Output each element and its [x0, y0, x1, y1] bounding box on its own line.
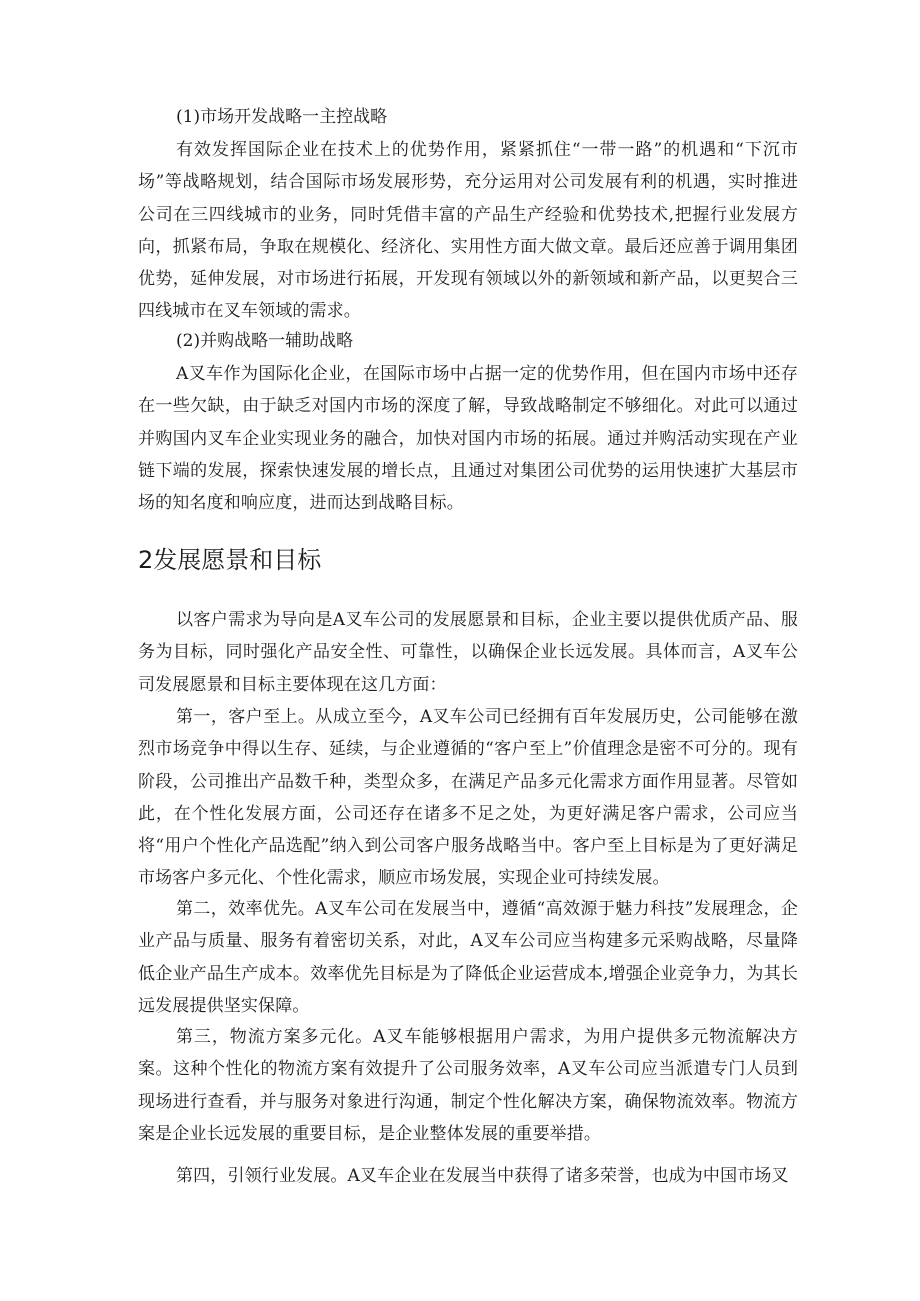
- section-title-vision: 2发展愿景和目标: [138, 546, 322, 574]
- paragraph-second-efficiency: 第二，效率优先。A叉车公司在发展当中，遵循“高效源于魅力科技”发展理念，企业产品与质量、服务有着密切关系，对此，A叉车公司应当构建多元采购战略，尽量降低企业产品生产成本。效率优先目标是为了降低企业运营成本,增强企业竞争力，为其长远发展提供坚实保障。: [138, 899, 798, 1016]
- subheading-merger-strategy: (2)并购战略一辅助战略: [176, 331, 354, 351]
- paragraph-vision-intro: 以客户需求为导向是A叉车公司的发展愿景和目标，企业主要以提供优质产品、服务为目标，同时强化产品安全性、可靠性，以确保企业长远发展。具体而言，A叉车公司发展愿景和目标主要体现在这几方面：: [138, 610, 798, 695]
- paragraph-merger-strategy: A叉车作为国际化企业，在国际市场中占据一定的优势作用，但在国内市场中还存在一些欠缺，由于缺乏对国内市场的深度了解，导致战略制定不够细化。对此可以通过并购国内叉车企业实现业务的融合，加快对国内市场的拓展。通过并购活动实现在产业链下端的发展，探索快速发展的增长点，且通过对集团公司优势的运用快速扩大基层市场的知名度和响应度，进而达到战略目标。: [138, 364, 798, 514]
- paragraph-third-logistics: 第三，物流方案多元化。A叉车能够根据用户需求，为用户提供多元物流解决方案。这种个性化的物流方案有效提升了公司服务效率，A叉车公司应当派遣专门人员到现场进行查看，并与服务对象进行沟通，制定个性化解决方案，确保物流效率。物流方案是企业长远发展的重要目标，是企业整体发展的重要举措。: [138, 1027, 798, 1144]
- paragraph-market-strategy: 有效发挥国际企业在技术上的优势作用，紧紧抓住“一带一路”的机遇和“下沉市场”等战略规划，结合国际市场发展形势，充分运用对公司发展有利的机遇，实时推进公司在三四线城市的业务，同时凭借丰富的产品生产经验和优势技术,把握行业发展方向，抓紧布局，争取在规模化、经济化、实用性方面大做文章。最后还应善于调用集团优势，延伸发展，对市场进行拓展，开发现有领域以外的新领域和新产品，以更契合三四线城市在叉车领域的需求。: [138, 140, 798, 322]
- subheading-market-strategy: (1)市场开发战略一主控战略: [176, 107, 388, 127]
- paragraph-first-customer: 第一，客户至上。从成立至今，A叉车公司已经拥有百年发展历史，公司能够在激烈市场竞争中得以生存、延续，与企业遵循的“客户至上”价值理念是密不可分的。现有阶段，公司推出产品数千种，类型众多，在满足产品多元化需求方面作用显著。尽管如此，在个性化发展方面，公司还存在诸多不足之处，为更好满足客户需求，公司应当将“用户个性化产品选配”纳入到公司客户服务战略当中。客户至上目标是为了更好满足市场客户多元化、个性化需求，顺应市场发展，实现企业可持续发展。: [138, 707, 798, 889]
- paragraph-fourth-leadership: 第四，引领行业发展。A叉车企业在发展当中获得了诸多荣誉，也成为中国市场叉: [176, 1166, 789, 1186]
